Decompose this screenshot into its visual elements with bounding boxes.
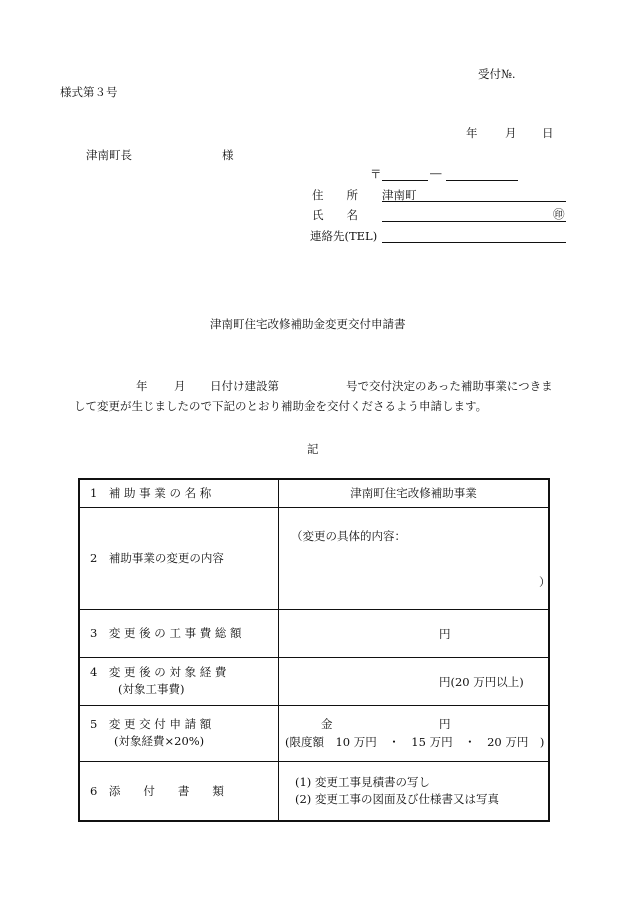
date-month: 月 [505,126,517,140]
grant-amount-field[interactable] [279,705,550,761]
eligible-cost-label-cell [79,657,279,705]
contact-line[interactable] [382,242,566,243]
address-label: 住 所 [312,188,358,202]
body-dated: 日付け建設第 [210,379,279,393]
project-name-label: 1 補 助 事 業 の 名 称 [79,479,279,507]
document-title: 津南町住宅改修補助金変更交付申請書 [210,317,406,331]
grant-amount-yen: 円 [439,716,451,731]
seal-mark: ㊞ [553,207,565,221]
form-number: 様式第３号 [60,85,118,99]
receipt-number-label: 受付№. [478,67,516,81]
address-line[interactable] [382,201,566,202]
date-year: 年 [466,126,478,140]
grant-amount-sublabel: (対象経費×20%) [114,734,205,748]
addressee-honorific: 様 [222,148,234,162]
total-cost-yen: 円 [439,626,451,641]
body-year: 年 [136,379,148,393]
change-content-label: 2 補助事業の変更の内容 [79,507,279,609]
grant-amount-limit: (限度額 10 万円 ・ 15 万円 ・ 20 万円 ) [285,734,545,749]
total-cost-label: 3 変 更 後 の 工 事 費 総 額 [79,609,279,657]
ki-mark: 記 [307,442,319,456]
postal-mark: 〒 [370,167,382,181]
row-total-cost [79,609,549,657]
body-month: 月 [174,379,186,393]
postal-code-line-1[interactable] [382,180,428,181]
eligible-cost-field[interactable] [279,657,550,705]
change-content-field[interactable] [279,507,550,609]
attachments-label: 6 添 付 書 類 [79,761,279,821]
grant-amount-label: 5 変 更 交 付 申 請 額 [90,717,212,731]
eligible-cost-label: 4 変 更 後 の 対 象 経 費 [90,665,227,679]
change-content-open: （変更の具体的内容： [291,528,406,543]
change-content-close: ） [539,574,551,589]
addressee: 津南町長 [86,148,132,162]
body-line1-rest: 号で交付決定のあった補助事業につきま [346,379,553,393]
postal-code-line-2[interactable] [446,180,518,181]
application-table [78,478,550,822]
row-attachments [79,761,549,821]
grant-amount-kin: 金 [321,716,333,731]
address-value: 津南町 [382,188,417,202]
total-cost-field[interactable] [279,609,550,657]
date-day: 日 [542,126,554,140]
eligible-cost-sublabel: (対象工事費) [118,682,185,696]
name-line[interactable] [382,221,566,222]
contact-label: 連絡先(TEL) [310,229,378,243]
row-change-content [79,507,549,609]
row-eligible-cost [79,657,549,705]
postal-dash: ― [430,166,442,180]
body-line2: して変更が生じましたので下記のとおり補助金を交付くださるよう申請します。 [74,399,488,413]
attachment-item-1: (1) 変更工事見積書の写し [295,774,430,789]
eligible-cost-yen: 円(20 万円以上) [439,674,524,689]
attachment-item-2: (2) 変更工事の図面及び仕様書又は写真 [295,791,499,806]
grant-amount-label-cell [79,705,279,761]
project-name-value: 津南町住宅改修補助事業 [279,479,550,507]
name-label: 氏 名 [312,208,358,222]
row-project-name [79,479,549,507]
attachments-list [279,761,550,821]
row-grant-amount [79,705,549,761]
